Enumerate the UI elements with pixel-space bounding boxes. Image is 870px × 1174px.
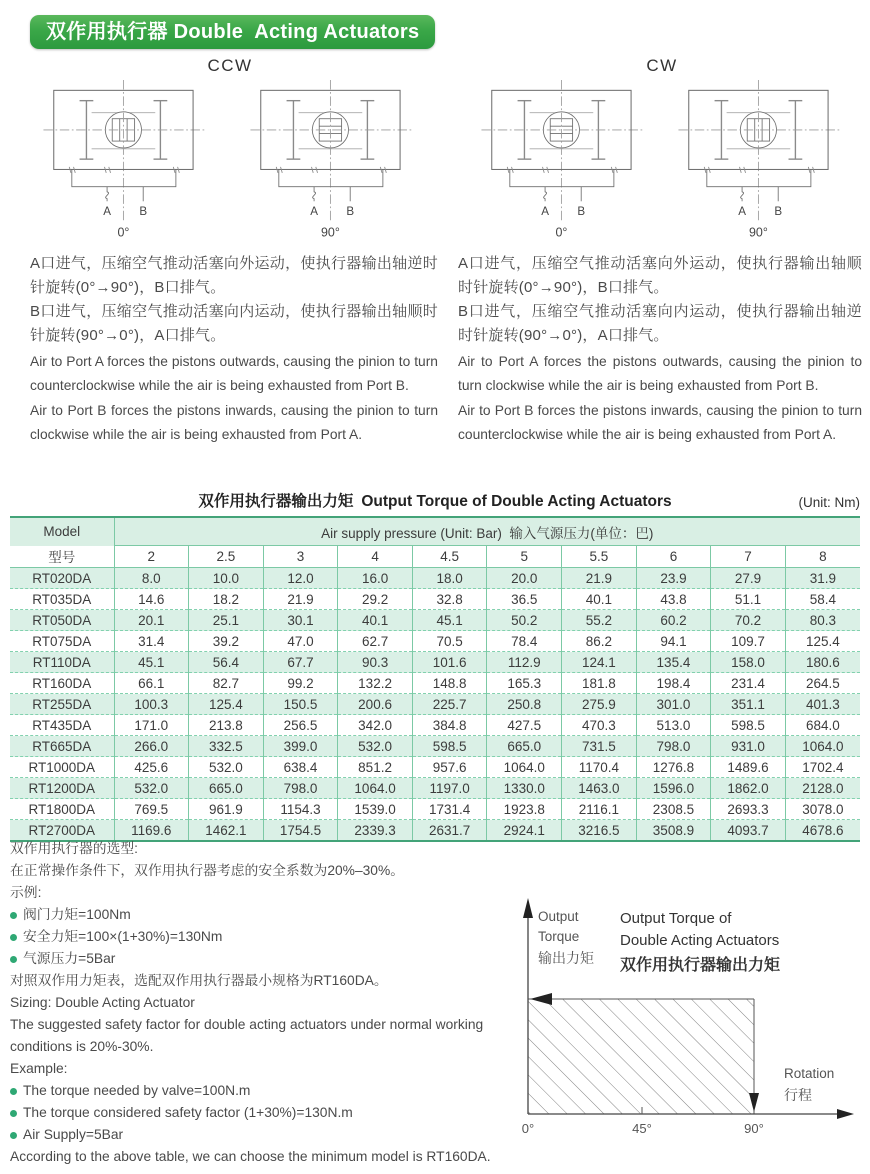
svg-text:90°: 90° xyxy=(744,1121,764,1136)
torque-value-cell: 1276.8 xyxy=(636,757,711,778)
model-header-en: Model xyxy=(10,517,114,546)
table-row xyxy=(10,736,860,757)
torque-value-cell: 1330.0 xyxy=(487,778,562,799)
torque-value-cell: 58.4 xyxy=(785,589,860,610)
table-header-row-1 xyxy=(10,517,860,546)
pressure-col-header: 4 xyxy=(338,546,413,568)
torque-value-cell: 1731.4 xyxy=(412,799,487,820)
model-cell: RT2700DA xyxy=(10,820,114,842)
torque-value-cell: 165.3 xyxy=(487,673,562,694)
torque-value-cell: 351.1 xyxy=(711,694,786,715)
bullet-icon xyxy=(10,956,17,963)
model-cell: RT1000DA xyxy=(10,757,114,778)
torque-value-cell: 43.8 xyxy=(636,589,711,610)
table-row xyxy=(10,673,860,694)
svg-text:A: A xyxy=(103,205,111,219)
svg-text:90°: 90° xyxy=(748,225,768,240)
torque-value-cell: 401.3 xyxy=(785,694,860,715)
torque-value-cell: 99.2 xyxy=(263,673,338,694)
torque-value-cell: 112.9 xyxy=(487,652,562,673)
model-cell: RT110DA xyxy=(10,652,114,673)
torque-value-cell: 2631.7 xyxy=(412,820,487,842)
cw-en-paragraph-2: Air to Port B forces the pistons inwards, causing the pinion to turn counterclockwise while the air is being exhausted from Port A. xyxy=(458,403,862,442)
svg-text:行程: 行程 xyxy=(784,1087,812,1103)
torque-value-cell: 1169.6 xyxy=(114,820,189,842)
sizing-bullet-en-3-text: Air Supply=5Bar xyxy=(23,1127,124,1142)
model-cell: RT1800DA xyxy=(10,799,114,820)
torque-value-cell: 51.1 xyxy=(711,589,786,610)
torque-value-cell: 21.9 xyxy=(263,589,338,610)
torque-value-cell: 124.1 xyxy=(562,652,637,673)
svg-text:B: B xyxy=(346,205,355,219)
torque-value-cell: 665.0 xyxy=(189,778,264,799)
torque-value-cell: 40.1 xyxy=(338,610,413,631)
torque-value-cell: 18.0 xyxy=(412,568,487,589)
torque-value-cell: 961.9 xyxy=(189,799,264,820)
sizing-bullet-en-2-text: The torque considered safety factor (1+30%)=130N.m xyxy=(23,1105,353,1120)
torque-value-cell: 47.0 xyxy=(263,631,338,652)
svg-text:A: A xyxy=(541,205,549,219)
pressure-col-header: 5 xyxy=(487,546,562,568)
torque-value-cell: 27.9 xyxy=(711,568,786,589)
torque-value-cell: 2116.1 xyxy=(562,799,637,820)
pressure-col-header: 5.5 xyxy=(562,546,637,568)
torque-value-cell: 86.2 xyxy=(562,631,637,652)
ccw-en-paragraph-1: Air to Port A forces the pistons outwards, causing the pinion to turn counterclockwise while the air is being exhausted from Port B. xyxy=(30,354,438,393)
table-row xyxy=(10,757,860,778)
torque-value-cell: 1596.0 xyxy=(636,778,711,799)
torque-value-cell: 1489.6 xyxy=(711,757,786,778)
torque-value-cell: 158.0 xyxy=(711,652,786,673)
cw-en-paragraph-1: Air to Port A forces the pistons outwards, causing the pinion to turn clockwise while the air is being exhausted from Port B. xyxy=(458,354,862,393)
torque-value-cell: 332.5 xyxy=(189,736,264,757)
torque-value-cell: 1862.0 xyxy=(711,778,786,799)
torque-value-cell: 23.9 xyxy=(636,568,711,589)
svg-text:双作用执行器输出力矩: 双作用执行器输出力矩 xyxy=(620,957,781,974)
torque-value-cell: 31.4 xyxy=(114,631,189,652)
torque-value-cell: 2339.3 xyxy=(338,820,413,842)
sizing-bullet-zh-2-text: 安全力矩=100×(1+30%)=130Nm xyxy=(23,929,223,944)
torque-value-cell: 125.4 xyxy=(785,631,860,652)
sizing-conclusion-zh: 对照双作用力矩表，选配双作用执行器最小规格为RT160DA。 xyxy=(10,973,388,988)
table-row xyxy=(10,568,860,589)
pressure-col-header: 3 xyxy=(263,546,338,568)
torque-value-cell: 532.0 xyxy=(114,778,189,799)
svg-text:90°: 90° xyxy=(320,225,340,240)
bullet-icon xyxy=(10,934,17,941)
torque-value-cell: 384.8 xyxy=(412,715,487,736)
svg-text:Output Torque of: Output Torque of xyxy=(620,910,732,927)
torque-value-cell: 80.3 xyxy=(785,610,860,631)
table-row xyxy=(10,778,860,799)
torque-value-cell: 150.5 xyxy=(263,694,338,715)
torque-value-cell: 665.0 xyxy=(487,736,562,757)
torque-value-cell: 250.8 xyxy=(487,694,562,715)
sizing-body-en: The suggested safety factor for double acting actuators under normal working conditions is 20%-30%. xyxy=(10,1017,484,1054)
svg-text:Torque: Torque xyxy=(538,929,580,944)
table-unit-label: (Unit: Nm) xyxy=(798,495,860,510)
torque-value-cell: 1064.0 xyxy=(785,736,860,757)
table-title-en: Output Torque of Double Acting Actuators xyxy=(361,493,672,510)
table-title-zh: 双作用执行器输出力矩 xyxy=(198,493,354,510)
sizing-heading-zh: 双作用执行器的选型: xyxy=(10,841,139,856)
torque-value-cell: 638.4 xyxy=(263,757,338,778)
torque-value-cell: 40.1 xyxy=(562,589,637,610)
torque-rotation-chart xyxy=(492,892,870,1157)
sizing-bullet-zh-1-text: 阀门力矩=100Nm xyxy=(23,907,131,922)
sizing-heading-en: Sizing: Double Acting Actuator xyxy=(10,995,195,1010)
torque-value-cell: 301.0 xyxy=(636,694,711,715)
torque-value-cell: 731.5 xyxy=(562,736,637,757)
svg-text:B: B xyxy=(139,205,148,219)
torque-value-cell: 198.4 xyxy=(636,673,711,694)
torque-value-cell: 67.7 xyxy=(263,652,338,673)
torque-value-cell: 200.6 xyxy=(338,694,413,715)
torque-value-cell: 2924.1 xyxy=(487,820,562,842)
torque-value-cell: 39.2 xyxy=(189,631,264,652)
torque-value-cell: 78.4 xyxy=(487,631,562,652)
torque-value-cell: 3508.9 xyxy=(636,820,711,842)
table-row xyxy=(10,631,860,652)
torque-value-cell: 45.1 xyxy=(114,652,189,673)
torque-value-cell: 70.5 xyxy=(412,631,487,652)
actuator-diagram-ccw-90 xyxy=(247,78,419,242)
svg-text:B: B xyxy=(774,205,783,219)
model-cell: RT435DA xyxy=(10,715,114,736)
svg-text:0°: 0° xyxy=(555,225,568,240)
cw-zh-paragraph-1: A口进气，压缩空气推动活塞向外运动，使执行器输出轴顺时针旋转(0°→90°)，B口排气。 xyxy=(458,255,862,296)
torque-value-cell: 60.2 xyxy=(636,610,711,631)
model-cell: RT020DA xyxy=(10,568,114,589)
actuator-diagram-cw-90 xyxy=(675,78,847,242)
table-row xyxy=(10,610,860,631)
svg-text:A: A xyxy=(738,205,746,219)
torque-value-cell: 18.2 xyxy=(189,589,264,610)
bullet-icon xyxy=(10,1132,17,1139)
svg-text:B: B xyxy=(577,205,586,219)
sizing-bullet-en-1-text: The torque needed by valve=100N.m xyxy=(23,1083,251,1098)
pressure-span-header: Air supply pressure (Unit: Bar) 输入气源压力(单位：巴) xyxy=(114,517,860,546)
ccw-label: CCW xyxy=(207,56,253,75)
torque-value-cell: 798.0 xyxy=(263,778,338,799)
pressure-col-header: 2 xyxy=(114,546,189,568)
torque-value-cell: 16.0 xyxy=(338,568,413,589)
pressure-col-header: 6 xyxy=(636,546,711,568)
torque-value-cell: 30.1 xyxy=(263,610,338,631)
torque-value-cell: 101.6 xyxy=(412,652,487,673)
svg-text:Double Acting Actuators: Double Acting Actuators xyxy=(620,932,780,949)
torque-value-cell: 931.0 xyxy=(711,736,786,757)
torque-value-cell: 470.3 xyxy=(562,715,637,736)
torque-value-cell: 851.2 xyxy=(338,757,413,778)
table-header-row-2 xyxy=(10,546,860,568)
sizing-bullet-zh-3-text: 气源压力=5Bar xyxy=(23,951,116,966)
ccw-en-paragraph-2: Air to Port B forces the pistons inwards, causing the pinion to turn clockwise while the air is being exhausted from Port A. xyxy=(30,403,438,442)
torque-value-cell: 94.1 xyxy=(636,631,711,652)
torque-value-cell: 275.9 xyxy=(562,694,637,715)
torque-value-cell: 231.4 xyxy=(711,673,786,694)
svg-text:Rotation: Rotation xyxy=(784,1066,835,1081)
torque-value-cell: 684.0 xyxy=(785,715,860,736)
torque-value-cell: 798.0 xyxy=(636,736,711,757)
sizing-bullet-zh-1 xyxy=(10,904,510,926)
svg-text:A: A xyxy=(310,205,318,219)
torque-value-cell: 427.5 xyxy=(487,715,562,736)
table-row xyxy=(10,652,860,673)
model-cell: RT255DA xyxy=(10,694,114,715)
torque-value-cell: 20.1 xyxy=(114,610,189,631)
torque-value-cell: 45.1 xyxy=(412,610,487,631)
torque-value-cell: 56.4 xyxy=(189,652,264,673)
torque-value-cell: 1197.0 xyxy=(412,778,487,799)
pressure-col-header: 8 xyxy=(785,546,860,568)
torque-value-cell: 100.3 xyxy=(114,694,189,715)
torque-value-cell: 264.5 xyxy=(785,673,860,694)
model-cell: RT050DA xyxy=(10,610,114,631)
torque-value-cell: 2128.0 xyxy=(785,778,860,799)
torque-value-cell: 70.2 xyxy=(711,610,786,631)
torque-value-cell: 21.9 xyxy=(562,568,637,589)
ccw-description xyxy=(30,252,438,446)
torque-value-cell: 55.2 xyxy=(562,610,637,631)
svg-text:Output: Output xyxy=(538,909,579,924)
pressure-col-header: 7 xyxy=(711,546,786,568)
torque-value-cell: 36.5 xyxy=(487,589,562,610)
ccw-zh-paragraph-1: A口进气，压缩空气推动活塞向外运动，使执行器输出轴逆时针旋转(0°→90°)，B口排气。 xyxy=(30,255,438,296)
torque-table xyxy=(10,516,860,842)
torque-value-cell: 1463.0 xyxy=(562,778,637,799)
model-cell: RT1200DA xyxy=(10,778,114,799)
torque-value-cell: 2693.3 xyxy=(711,799,786,820)
bullet-icon xyxy=(10,1088,17,1095)
torque-value-cell: 1064.0 xyxy=(338,778,413,799)
torque-value-cell: 125.4 xyxy=(189,694,264,715)
torque-value-cell: 3216.5 xyxy=(562,820,637,842)
table-row xyxy=(10,694,860,715)
torque-value-cell: 1754.5 xyxy=(263,820,338,842)
torque-value-cell: 90.3 xyxy=(338,652,413,673)
torque-value-cell: 1154.3 xyxy=(263,799,338,820)
torque-value-cell: 1170.4 xyxy=(562,757,637,778)
table-row xyxy=(10,715,860,736)
torque-value-cell: 225.7 xyxy=(412,694,487,715)
torque-value-cell: 32.8 xyxy=(412,589,487,610)
svg-text:0°: 0° xyxy=(521,1121,535,1136)
page-title-banner xyxy=(30,15,435,49)
torque-value-cell: 532.0 xyxy=(189,757,264,778)
model-header-zh: 型号 xyxy=(10,546,114,568)
torque-value-cell: 180.6 xyxy=(785,652,860,673)
torque-value-cell: 8.0 xyxy=(114,568,189,589)
torque-value-cell: 132.2 xyxy=(338,673,413,694)
torque-value-cell: 1064.0 xyxy=(487,757,562,778)
torque-value-cell: 532.0 xyxy=(338,736,413,757)
torque-value-cell: 4093.7 xyxy=(711,820,786,842)
torque-value-cell: 425.6 xyxy=(114,757,189,778)
actuator-diagram-ccw-0 xyxy=(40,78,212,242)
torque-value-cell: 171.0 xyxy=(114,715,189,736)
sizing-bullet-en-2 xyxy=(10,1102,510,1124)
bullet-icon xyxy=(10,912,17,919)
torque-value-cell: 12.0 xyxy=(263,568,338,589)
sizing-body-zh: 在正常操作条件下，双作用执行器考虑的安全系数为20%–30%。 xyxy=(10,863,405,878)
model-cell: RT075DA xyxy=(10,631,114,652)
torque-value-cell: 20.0 xyxy=(487,568,562,589)
torque-value-cell: 82.7 xyxy=(189,673,264,694)
torque-value-cell: 1702.4 xyxy=(785,757,860,778)
sizing-bullet-en-3 xyxy=(10,1124,510,1146)
pressure-col-header: 2.5 xyxy=(189,546,264,568)
sizing-example-label-zh: 示例: xyxy=(10,885,42,900)
sizing-example-label-en: Example: xyxy=(10,1061,68,1076)
page-title: 双作用执行器 Double Acting Actuators xyxy=(46,21,420,43)
torque-value-cell: 399.0 xyxy=(263,736,338,757)
torque-value-cell: 135.4 xyxy=(636,652,711,673)
torque-value-cell: 29.2 xyxy=(338,589,413,610)
torque-value-cell: 266.0 xyxy=(114,736,189,757)
cw-zh-paragraph-2: B口进气，压缩空气推动活塞向内运动，使执行器输出轴逆时针旋转(90°→0°)，A口排气。 xyxy=(458,303,862,344)
model-cell: RT035DA xyxy=(10,589,114,610)
pressure-col-header: 4.5 xyxy=(412,546,487,568)
torque-value-cell: 62.7 xyxy=(338,631,413,652)
torque-value-cell: 31.9 xyxy=(785,568,860,589)
torque-value-cell: 10.0 xyxy=(189,568,264,589)
torque-value-cell: 66.1 xyxy=(114,673,189,694)
sizing-section xyxy=(10,838,510,1168)
torque-value-cell: 342.0 xyxy=(338,715,413,736)
torque-value-cell: 25.1 xyxy=(189,610,264,631)
torque-value-cell: 213.8 xyxy=(189,715,264,736)
torque-value-cell: 148.8 xyxy=(412,673,487,694)
torque-value-cell: 109.7 xyxy=(711,631,786,652)
torque-value-cell: 513.0 xyxy=(636,715,711,736)
torque-value-cell: 256.5 xyxy=(263,715,338,736)
torque-value-cell: 181.8 xyxy=(562,673,637,694)
svg-text:45°: 45° xyxy=(632,1121,652,1136)
bullet-icon xyxy=(10,1110,17,1117)
torque-value-cell: 3078.0 xyxy=(785,799,860,820)
torque-value-cell: 769.5 xyxy=(114,799,189,820)
table-row xyxy=(10,799,860,820)
sizing-bullet-en-1 xyxy=(10,1080,510,1102)
sizing-bullet-zh-3 xyxy=(10,948,510,970)
torque-value-cell: 598.5 xyxy=(412,736,487,757)
svg-text:输出力矩: 输出力矩 xyxy=(538,950,594,966)
torque-value-cell: 1923.8 xyxy=(487,799,562,820)
torque-value-cell: 14.6 xyxy=(114,589,189,610)
torque-value-cell: 1462.1 xyxy=(189,820,264,842)
model-cell: RT665DA xyxy=(10,736,114,757)
cw-description xyxy=(458,252,862,446)
torque-value-cell: 2308.5 xyxy=(636,799,711,820)
torque-value-cell: 4678.6 xyxy=(785,820,860,842)
sizing-conclusion-en: According to the above table, we can choose the minimum model is RT160DA. xyxy=(10,1149,491,1164)
torque-value-cell: 1539.0 xyxy=(338,799,413,820)
svg-text:0°: 0° xyxy=(117,225,130,240)
torque-value-cell: 598.5 xyxy=(711,715,786,736)
table-row xyxy=(10,589,860,610)
table-title xyxy=(0,489,870,511)
torque-value-cell: 957.6 xyxy=(412,757,487,778)
actuator-diagram-cw-0 xyxy=(478,78,650,242)
cw-label: CW xyxy=(646,56,678,75)
ccw-zh-paragraph-2: B口进气，压缩空气推动活塞向内运动，使执行器输出轴顺时针旋转(90°→0°)，A口排气。 xyxy=(30,303,438,344)
torque-value-cell: 50.2 xyxy=(487,610,562,631)
sizing-bullet-zh-2 xyxy=(10,926,510,948)
model-cell: RT160DA xyxy=(10,673,114,694)
